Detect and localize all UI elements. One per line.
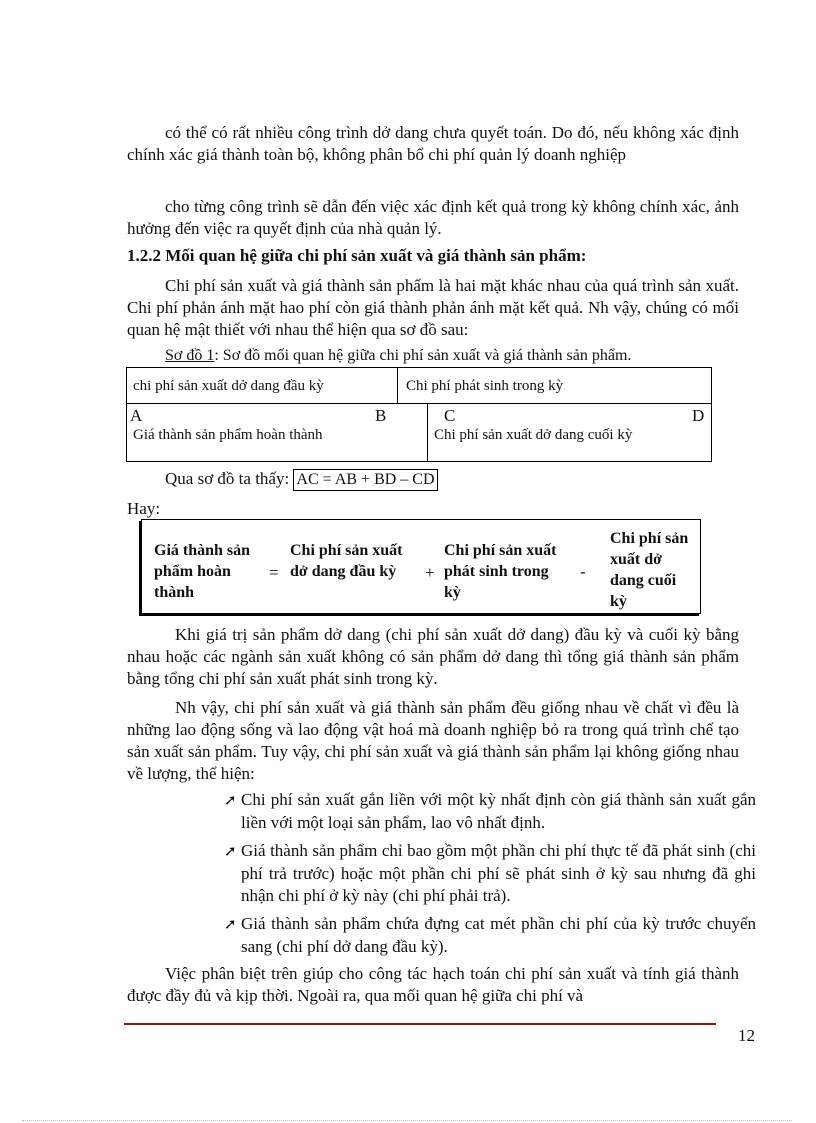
closing-wip-label: Chi phí sản xuất dở dang cuối kỳ [434, 427, 633, 443]
paragraph-4: Khi giá trị sản phẩm dở dang (chi phí sản xuất dở dang) đầu kỳ và cuối kỳ bằng nhau hoặc các ngành sản xuất không có sản phẩm dở dang thì tổng giá thành sản phẩm bằng tổng chi phí sản xuất phát sinh trong kỳ. [127, 625, 739, 688]
minus-sign: - [580, 562, 586, 581]
diagram-top-row [127, 368, 711, 404]
diagram-cell-closing-wip [428, 404, 711, 461]
formula-intro: Qua sơ đồ ta thấy: [165, 469, 290, 488]
hay-label: Hay: [127, 499, 161, 518]
equals-sign: = [269, 563, 279, 582]
equation-term-finished: Giá thành sản phẩm hoàn thành [154, 542, 251, 601]
point-c: C [444, 406, 456, 425]
diagram-caption-text: : Sơ đồ mối quan hệ giữa chi phí sản xuất và giá thành sản phẩm. [214, 347, 632, 364]
equation-box [141, 519, 701, 614]
plus-sign: + [425, 563, 435, 582]
paragraph-6: Việc phân biệt trên giúp cho công tác hạch toán chi phí sản xuất và tính giá thành được đầy đủ và kịp thời. Ngoài ra, qua mối quan hệ giữa chi phí và [127, 964, 739, 1005]
bullet-item-1 [224, 789, 756, 834]
diagram-cell-incurred [398, 368, 711, 403]
arrow-bullet-icon: ➚ [224, 844, 237, 860]
paragraph-2: cho từng công trình sẽ dẫn đến việc xác định kết quả trong kỳ không chính xác, ảnh hưởng đến việc ra quyết định của nhà quản lý. [127, 197, 739, 238]
equation-term-closing: Chi phí sản xuất dở dang cuối kỳ [610, 530, 689, 610]
incurred-cost-label: Chi phí phát sinh trong kỳ [406, 378, 564, 394]
diagram-caption-label: Sơ đồ 1 [165, 347, 215, 364]
bullet-item-2 [224, 840, 756, 907]
paragraph-1: có thể có rất nhiều công trình dở dang chưa quyết toán. Do đó, nếu không xác định chính xác giá thành toàn bộ, không phân bổ chi phí quản lý doanh nghiệp [127, 123, 739, 164]
diagram-cell-opening-wip [127, 368, 398, 403]
bullet-item-3 [224, 913, 756, 958]
footer-rule [124, 1023, 716, 1025]
paragraph-3: Chi phí sản xuất và giá thành sản phẩm là hai mặt khác nhau của quá trình sản xuất. Chi phí phản ánh mặt hao phí còn giá thành phản ánh mặt kết quả. Nh vậy, chúng có mối quan hệ mật thiết với nhau thể hiện qua sơ đồ sau: [127, 276, 739, 339]
arrow-bullet-icon: ➚ [224, 793, 237, 809]
point-b: B [375, 406, 387, 425]
equation-term-opening: Chi phí sản xuất dở dang đầu kỳ [290, 542, 403, 580]
formula-line [165, 469, 438, 491]
bullet-text-1: Chi phí sản xuất gắn liền với một kỳ nhất định còn giá thành sản xuất gắn liền với một loại sản phẩm, lao vô nhất định. [241, 790, 756, 832]
point-a: A [130, 406, 143, 425]
formula-box: AC = AB + BD – CD [293, 469, 437, 491]
diagram-cell-finished-cost [127, 404, 428, 461]
section-heading: 1.2.2 Mối quan hệ giữa chi phí sản xuất và giá thành sản phẩm: [127, 246, 587, 265]
arrow-bullet-icon: ➚ [224, 917, 237, 933]
equation-term-incurred: Chi phí sản xuất phát sinh trong kỳ [444, 542, 557, 601]
opening-wip-label: chi phí sản xuất dở dang đầu kỳ [133, 378, 324, 394]
paragraph-5: Nh vậy, chi phí sản xuất và giá thành sản phẩm đều giống nhau về chất vì đều là những lao động sống và lao động vật hoá mà doanh nghiệp bỏ ra trong quá trình chế tạo sản xuất sản phẩm. Tuy vậy, chi phí sản xuất và giá thành sản phẩm lại không giống nhau về lượng, thể hiện: [127, 698, 739, 783]
finished-cost-label: Giá thành sản phẩm hoàn thành [133, 427, 323, 443]
diagram-caption [165, 347, 631, 365]
bullet-text-3: Giá thành sản phẩm chứa đựng cat mét phần chi phí của kỳ trước chuyển sang (chi phí dở dang đầu kỳ). [241, 914, 756, 956]
relationship-diagram [126, 367, 712, 462]
diagram-bottom-row [127, 404, 711, 461]
point-d: D [692, 406, 705, 425]
page-bottom-divider [22, 1120, 792, 1121]
bullet-text-2: Giá thành sản phẩm chỉ bao gồm một phần chi phí thực tế đã phát sinh (chi phí trả trước) hoặc một phần chi phí sẽ phát sinh ở kỳ sau nhưng đã ghi nhận chi phí ở kỳ này (chi phí phải trả). [241, 841, 756, 905]
page-number: 12 [738, 1026, 755, 1045]
